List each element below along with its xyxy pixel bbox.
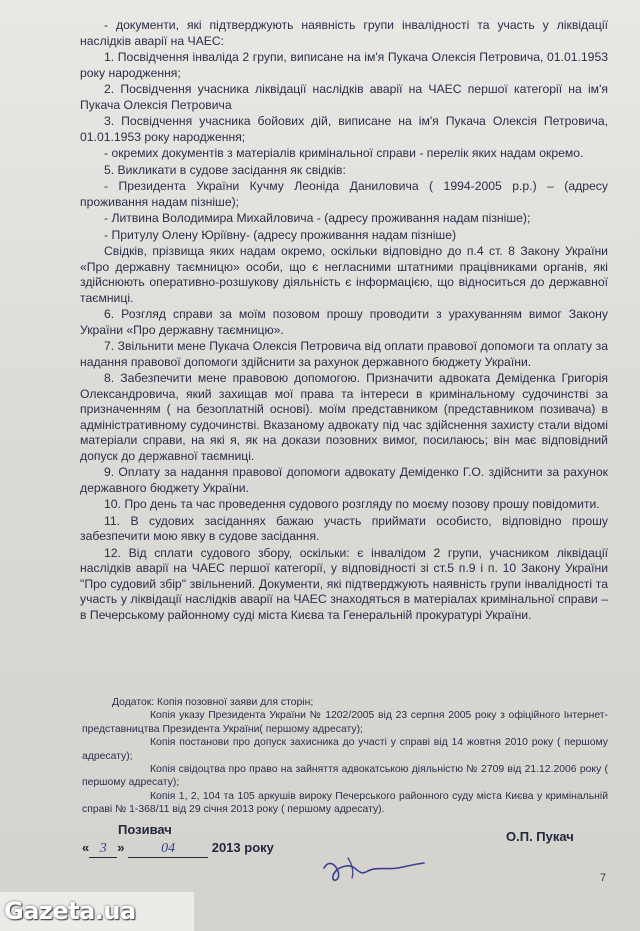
annex-item: Додаток: Копія позовної заяви для сторін; xyxy=(112,697,314,708)
paragraph: Свідків, прізвища яких надам окремо, оскільки відповідно до п.4 ст. 8 Закону України «Про державну таємницю» особи, що є негласними штатними працівниками органів, які здійснюють оперативно-розшукову діяльність є інформацією, що відноситься до державної таємниці. xyxy=(80,244,608,305)
paragraph: 1. Посвідчення інваліда 2 групи, виписане на ім'я Пукача Олексія Петровича, 01.01.1953 року народження; xyxy=(80,50,608,80)
paragraph: 2. Посвідчення учасника ліквідації наслідків аварії на ЧАЕС першої категорії на ім'я Пукача Олексія Петровича xyxy=(80,82,608,112)
site-watermark: Gazeta.ua xyxy=(0,892,194,931)
signatory-name: О.П. Пукач xyxy=(506,829,574,844)
paragraph: 12. Від сплати судового збору, оскільки: є інвалідом 2 групи, учасником ліквідації наслідків аварії на ЧАЕС першої категорії, у відповідності зі ст.5 п.9 і п. 10 Закону України "Про судовий збір" звільнений. Документи, які підтверджують наявність групи інвалідності та участь у ліквідації наслідків аварії на ЧАЕС знаходяться в матеріалах кримінальної справи – в Печерському районному суді міста Києва та Генеральній прокуратурі України. xyxy=(80,545,608,622)
paragraph: 7. Звільнити мене Пукача Олексія Петровича від оплати правової допомоги та оплату за надання правової допомоги здійснити за рахунок державного бюджету України. xyxy=(80,339,608,369)
date-month: 04 xyxy=(128,841,208,858)
annex-item: Копія свідоцтва про право на зайняття адвокатською діяльністю № 2709 від 21.12.2006 року ( першому адресату); xyxy=(82,764,608,789)
paragraph: 3. Посвідчення учасника бойових дій, виписане на ім'я Пукача Олексія Петровича, 01.01.1953 року народження; xyxy=(80,114,608,144)
date-day: 3 xyxy=(89,841,117,858)
plaintiff-label: Позивач xyxy=(118,822,172,837)
handwritten-signature xyxy=(318,846,428,886)
date-quote-open: « xyxy=(82,840,90,855)
document-body xyxy=(80,18,608,624)
paragraph: 8. Забезпечити мене правовою допомогою. Призначити адвоката Деміденка Григорія Олександровича, який захищав мої права та інтереси в кримінальному судочинстві за призначенням ( на безоплатній основі). моїм представником (представником позивача) в адміністративному судочинстві. Вказаному адвокату під час здійснення захисту стали відомі матеріали справи, на які я, як на докази позовних вимог, посилаюсь; він має відповідний допуск до державної таємниці. xyxy=(80,371,608,463)
paragraph: 9. Оплату за надання правової допомоги адвокату Деміденко Г.О. здійснити за рахунок державного бюджету України. xyxy=(80,465,608,495)
annex-item: Копія 1, 2, 104 та 105 аркушів вироку Печерського районного суду міста Києва у кримінальній справі № 1-368/11 від 29 січня 2013 року ( першому адресату). xyxy=(82,790,608,816)
annex-item: Копія указу Президента України № 1202/2005 від 23 серпня 2005 року з офіційного Інтернет-представництва Президента України( першому адресату); xyxy=(82,710,608,735)
paragraph: - Притулу Олену Юріївну- (адресу проживання надам пізніше) xyxy=(104,227,457,242)
paragraph: - Президента України Кучму Леоніда Даниловича ( 1994-2005 р.р.) – (адресу проживання надам пізніше); xyxy=(80,179,608,209)
annex-item: Копія постанови про допуск захисника до участі у справі від 14 жовтня 2010 року ( першому адресату); xyxy=(82,737,608,762)
paragraph: 6. Розгляд справи за моїм позовом прошу проводити з урахуванням вимог Закону України «Про державну таємницю». xyxy=(80,307,608,337)
paragraph: 10. Про день та час проведення судового розгляду по моєму позову прошу повідомити. xyxy=(104,497,600,511)
paragraph: - документи, які підтверджують наявність групи інвалідності та участь у ліквідації наслідків аварії на ЧАЕС: xyxy=(80,18,608,48)
date-quote-close: » xyxy=(117,840,125,855)
date-year: 2013 року xyxy=(211,840,274,855)
paragraph: - окремих документів з матеріалів кримінальної справи - перелік яких надам окремо. xyxy=(104,146,584,160)
page-number: 7 xyxy=(600,872,607,884)
paragraph: - Литвина Володимира Михайловича - (адресу проживання надам пізніше); xyxy=(104,211,531,225)
paragraph: 11. В судових засіданнях бажаю участь приймати особисто, відповідно прошу забезпечити мою явку в судове засідання. xyxy=(80,513,608,543)
annex-list xyxy=(82,696,608,817)
signature-date xyxy=(82,840,274,858)
paragraph: 5. Викликати в судове засідання як свідків: xyxy=(104,162,346,177)
